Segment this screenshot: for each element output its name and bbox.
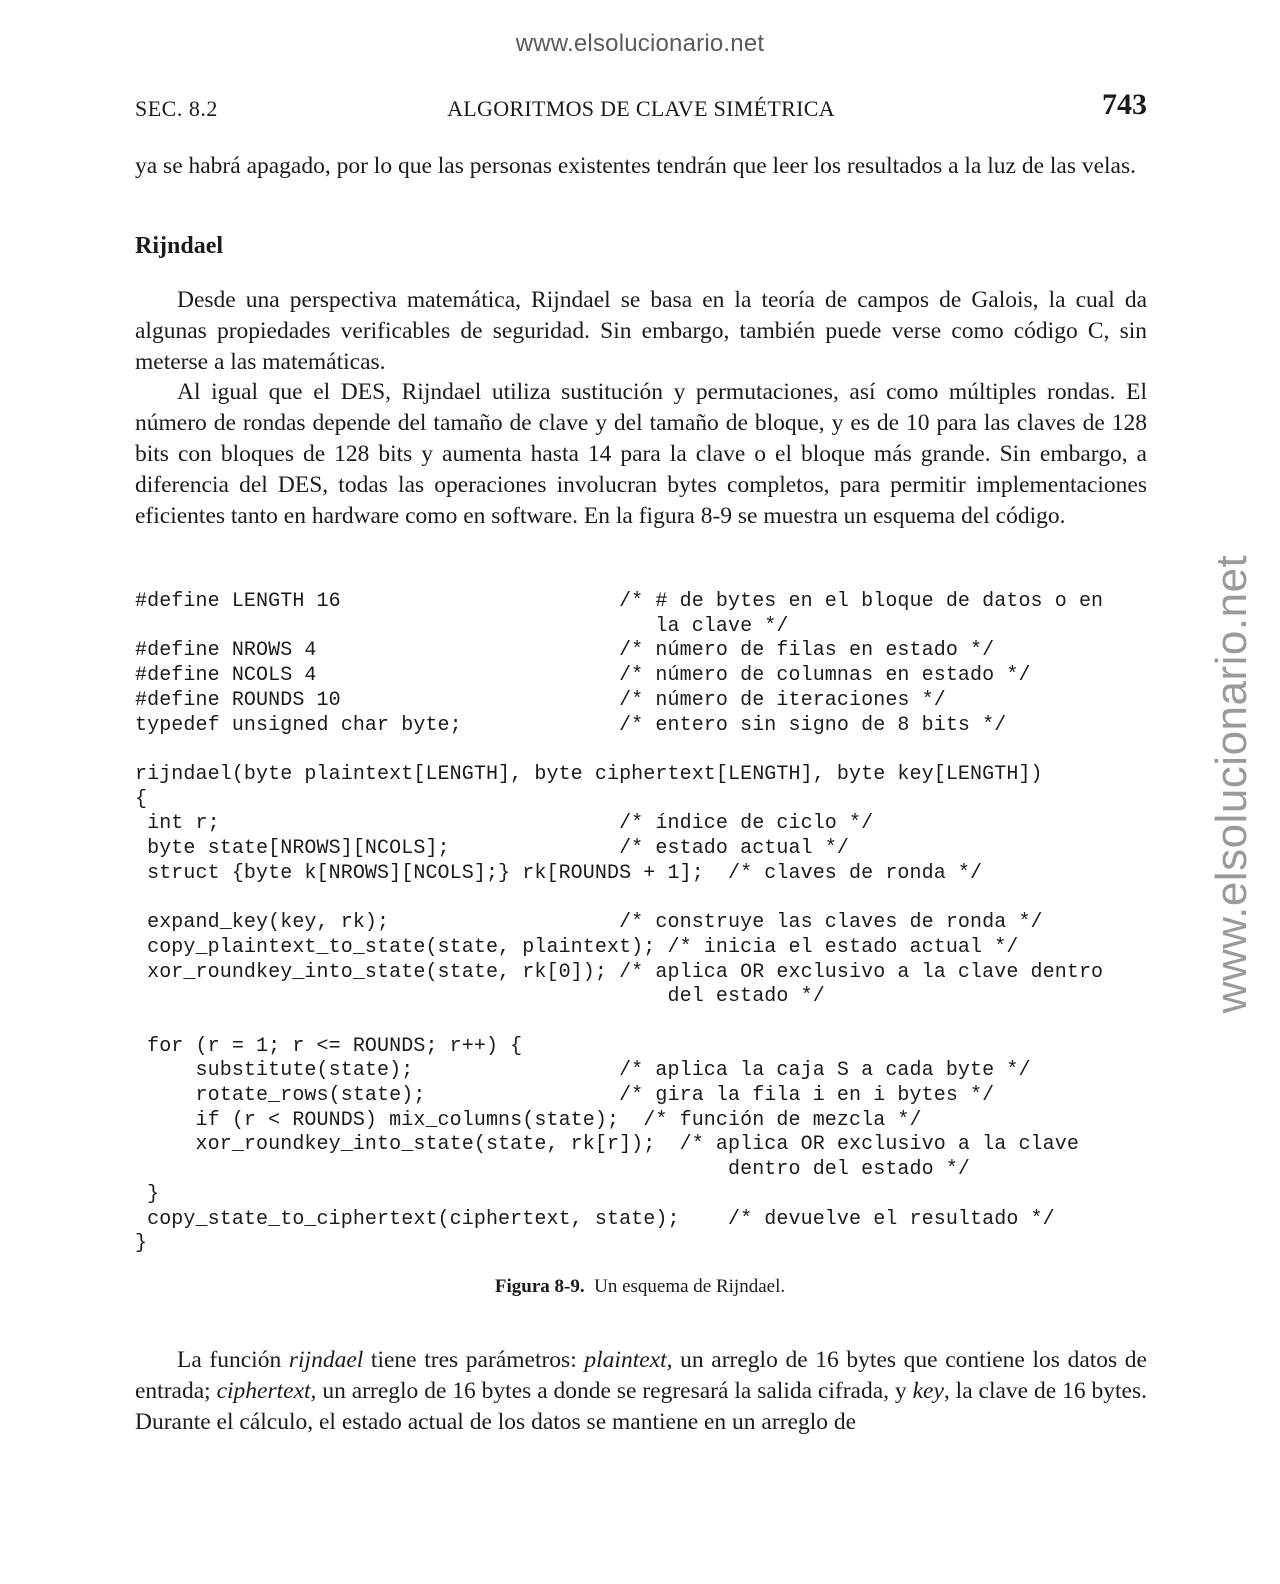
term-ciphertext: ciphertext, [216,1377,317,1404]
intro-paragraph [135,151,1147,182]
watermark-side: www.elsolucionario.net [1207,554,1256,1014]
figure-caption [0,1276,1280,1298]
code-listing: #define LENGTH 16 /* # de bytes en el bloque de datos o en la clave */ #define NROWS 4 /* número de filas en estado */ #define NCOLS 4 /* número de columnas en estado */ #define ROUNDS 10 /* número de iteraciones */ typedef unsigned char byte; /* entero sin signo de 8 bits */ rijndael(byte plaintext[LENGTH], byte ciphertext[LENGTH], byte key[LENGTH]) { int r; /* índice de ciclo */ byte state[NROWS][NCOLS]; /* estado actual */ struct {byte k[NROWS][NCOLS];} rk[ROUNDS + 1]; /* claves de ronda */ expand_key(key, rk); /* construye las claves de ronda */ copy_plaintext_to_state(state, plaintext); /* inicia el estado actual */ xor_roundkey_into_state(state, rk[0]); /* aplica OR exclusivo a la clave dentro del estado */ for (r = 1; r <= ROUNDS; r++) { substitute(state); /* aplica la caja S a cada byte */ rotate_rows(state); /* gira la fila i en i bytes */ if (r < ROUNDS) mix_columns(state); /* función de mezcla */ xor_roundkey_into_state(state, rk[r]); /* aplica OR exclusivo a la clave dentro del estado */ } copy_state_to_ciphertext(ciphertext, state); /* devuelve el resultado */ } [135,590,1104,1256]
term-key: key [912,1377,944,1404]
body-paragraphs [135,285,1147,531]
paragraph-galois: Desde una perspectiva matemática, Rijndael se basa en la teoría de campos de Galois, la cual da algunas propiedades verificables de seguridad. Sin embargo, también puede verse como código C, sin meterse a las matemáticas. [135,287,1147,375]
term-rijndael: rijndael [288,1347,364,1373]
term-plaintext: plaintext [584,1347,667,1373]
intro-text: ya se habrá apagado, por lo que las personas existentes tendrán que leer los resultados a la luz de las velas. [135,153,1137,179]
page-number: 743 [1102,88,1147,121]
chapter-title: ALGORITMOS DE CLAVE SIMÉTRICA [447,96,835,121]
section-number: SEC. 8.2 [135,96,218,121]
watermark-top: www.elsolucionario.net [515,30,765,57]
paragraph-rounds: Al igual que el DES, Rijndael utiliza sustitución y permutaciones, así como múltiples rondas. El número de rondas depende del tamaño de clave y del tamaño de bloque, y es de 10 para las claves de 128 bits con bloques de 128 bits y aumenta hasta 14 para la clave o el bloque más grande. Sin embargo, a diferencia del DES, todas las operaciones involucran bytes completos, para permitir implementaciones eficientes tanto en hardware como en software. En la figura 8-9 se muestra un esquema del código. [135,379,1147,529]
running-head [135,88,1147,128]
figure-caption-text: Un esquema de Rijndael. [594,1276,786,1297]
figure-label: Figura 8-9. [494,1276,585,1297]
closing-paragraph [135,1345,1147,1437]
closing-text: La función rijndael tiene tres parámetros: plaintext, un arreglo de 16 bytes que contiene los datos de entrada; ciphertext, un arreglo de 16 bytes a donde se regresará la salida cifrada, y key, la clave de 16 bytes. Durante el cálculo, el estado actual de los datos se mantiene en un arreglo de [135,1347,1147,1435]
section-heading: Rijndael [135,233,224,259]
